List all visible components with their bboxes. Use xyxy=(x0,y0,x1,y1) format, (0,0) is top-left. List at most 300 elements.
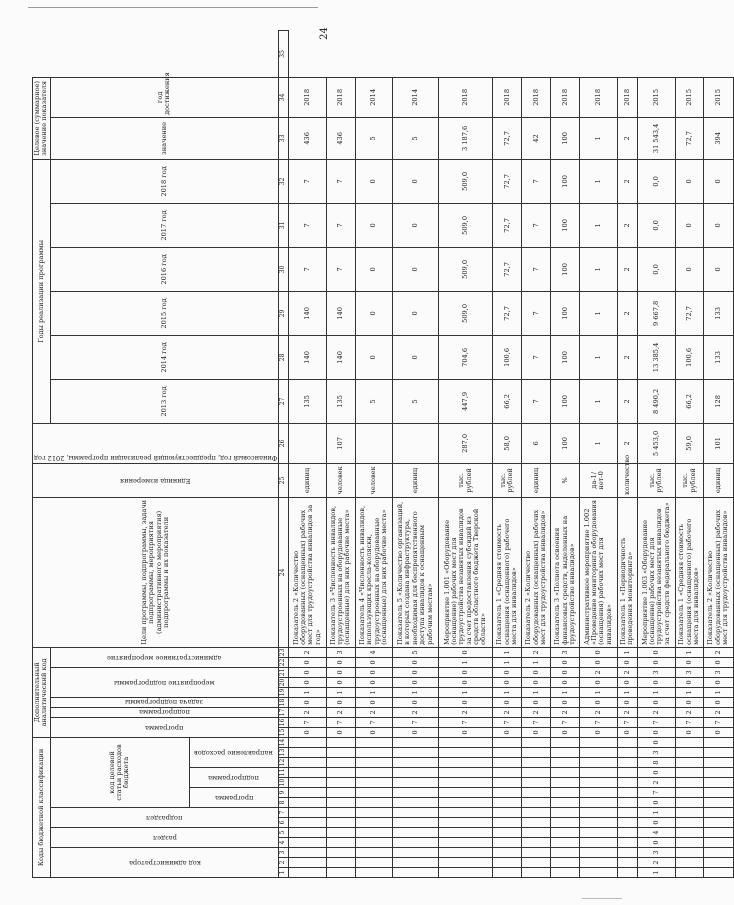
code-cell xyxy=(355,868,392,878)
code-cell xyxy=(704,758,733,768)
code-cell xyxy=(326,838,355,848)
code-cell: 0 xyxy=(675,727,704,737)
code-cell xyxy=(522,788,551,798)
target-year-cell: 2018 xyxy=(289,77,326,117)
target-year-cell: 2014 xyxy=(393,77,439,117)
year-value-cell: 0 xyxy=(704,159,733,203)
year-value-cell: 7 xyxy=(522,247,551,291)
year-value-cell: 0 xyxy=(355,159,392,203)
code-cell xyxy=(438,778,492,788)
code-cell xyxy=(675,828,704,838)
code-cell xyxy=(704,808,733,818)
year-value-cell: 1 xyxy=(580,159,617,203)
code-cell: 0 xyxy=(638,727,675,737)
indicator-text: Показатель 4 «Численность инвалидов, использующих кресла-коляски, трудоустроенных на оборудованные (оснащенные) для них рабочие места» xyxy=(355,497,392,647)
code-cell: 0 xyxy=(617,697,637,707)
unit-cell: человек xyxy=(326,463,355,497)
year-value-cell: 100 xyxy=(551,335,580,379)
target-year-cell: 2014 xyxy=(355,77,392,117)
header-subprogram-code: подпрограмма xyxy=(50,707,278,717)
table-row xyxy=(522,31,551,878)
code-cell xyxy=(393,838,439,848)
year-value-cell: 72,7 xyxy=(675,291,704,335)
unit-cell: тыс. рублей xyxy=(493,463,522,497)
column-index-cell: 34 xyxy=(279,77,289,117)
header-budget-classification: Коды бюджетной классификации xyxy=(33,737,51,877)
code-cell: 0 xyxy=(551,697,580,707)
code-cell: 0 xyxy=(522,677,551,687)
year-value-cell: 7 xyxy=(289,159,326,203)
code-cell xyxy=(522,808,551,818)
code-cell: 0 xyxy=(704,697,733,707)
financing-cell: 101 xyxy=(704,423,733,463)
header-event-code: мероприятие подпрограммы xyxy=(50,667,278,697)
column-index-cell: 35 xyxy=(279,31,289,78)
target-value-cell: 5 xyxy=(355,117,392,159)
column-index-cell: 17 xyxy=(279,707,289,717)
code-cell xyxy=(355,808,392,818)
code-cell xyxy=(326,737,355,747)
code-cell xyxy=(438,808,492,818)
year-value-cell: 7 xyxy=(289,247,326,291)
column-index-cell: 29 xyxy=(279,291,289,335)
code-cell: 0 xyxy=(551,677,580,687)
header-additional-class: Дополнительный аналитический код xyxy=(33,647,51,737)
code-cell xyxy=(438,838,492,848)
indicator-text: Показатель 2 «Количество оборудованных (оснащенных) рабочих мест для трудоустройства инвалидов за год» xyxy=(289,497,326,647)
code-cell xyxy=(675,868,704,878)
code-cell xyxy=(617,768,637,778)
year-value-cell: 0,0 xyxy=(638,203,675,247)
code-cell xyxy=(617,838,637,848)
code-cell xyxy=(326,828,355,838)
code-cell: 0 xyxy=(580,697,617,707)
year-value-cell: 7 xyxy=(522,379,551,423)
code-cell: 1 xyxy=(438,687,492,697)
code-cell xyxy=(580,838,617,848)
year-value-cell: 0 xyxy=(393,291,439,335)
indicator-text: Показатель 3 «Численность инвалидов, трудоустроенных на оборудованные (оснащенные) для них рабочие места» xyxy=(326,497,355,647)
header-action-code: административное мероприятие xyxy=(50,647,278,667)
code-cell xyxy=(617,828,637,838)
financing-cell: 59,0 xyxy=(675,423,704,463)
code-cell: 1 xyxy=(638,868,675,878)
code-cell xyxy=(675,788,704,798)
code-cell xyxy=(675,748,704,758)
code-cell: 4 xyxy=(355,647,392,657)
table-row xyxy=(617,31,637,878)
code-cell xyxy=(493,848,522,858)
target-year-cell: 2015 xyxy=(704,77,733,117)
target-year-cell: 2015 xyxy=(638,77,675,117)
code-cell xyxy=(326,748,355,758)
code-cell xyxy=(551,748,580,758)
target-value-cell: 72,7 xyxy=(493,117,522,159)
code-cell: 0 xyxy=(522,697,551,707)
header-goals: Цели программы, подпрограммы, задачи подпрограммы, мероприятия (административного мероприятия) подпрограммы и их показатели xyxy=(33,497,279,647)
code-cell xyxy=(493,748,522,758)
code-cell xyxy=(522,868,551,878)
code-cell xyxy=(289,778,326,788)
code-cell: 7 xyxy=(638,788,675,798)
year-value-cell: 1 xyxy=(580,335,617,379)
code-cell xyxy=(493,868,522,878)
code-cell: 8 xyxy=(638,758,675,768)
year-value-cell: 1 xyxy=(580,203,617,247)
financing-cell xyxy=(355,423,392,463)
unit-cell: единиц xyxy=(393,463,439,497)
year-value-cell: 7 xyxy=(522,335,551,379)
unit-cell: % xyxy=(551,463,580,497)
code-cell xyxy=(493,788,522,798)
code-cell xyxy=(675,838,704,848)
code-cell: 2 xyxy=(638,778,675,788)
column-index-cell: 4 xyxy=(279,838,289,848)
year-value-cell: 5 xyxy=(355,379,392,423)
unit-cell: тыс. рублей xyxy=(638,463,675,497)
code-cell xyxy=(617,788,637,798)
code-cell xyxy=(326,808,355,818)
code-cell xyxy=(580,808,617,818)
header-subprogram: подпрограмма xyxy=(189,768,279,788)
year-value-cell: 1 xyxy=(580,247,617,291)
code-cell: 1 xyxy=(393,687,439,697)
code-cell: 3 xyxy=(551,647,580,657)
code-cell: 7 xyxy=(522,717,551,727)
code-cell xyxy=(289,848,326,858)
code-cell: 2 xyxy=(493,707,522,717)
code-cell xyxy=(393,758,439,768)
code-cell: 0 xyxy=(580,727,617,737)
year-value-cell: 1 xyxy=(580,379,617,423)
code-cell xyxy=(326,818,355,828)
code-cell xyxy=(438,828,492,838)
code-cell xyxy=(704,788,733,798)
code-cell xyxy=(551,788,580,798)
code-cell xyxy=(393,818,439,828)
code-cell: 2 xyxy=(675,707,704,717)
code-cell: 0 xyxy=(326,697,355,707)
program-indicators-table xyxy=(32,30,734,878)
code-cell: 1 xyxy=(326,687,355,697)
unit-cell: тыс. рублей xyxy=(675,463,704,497)
unit-cell: единиц xyxy=(289,463,326,497)
code-cell xyxy=(580,758,617,768)
code-cell xyxy=(617,868,637,878)
unit-cell: количество xyxy=(617,463,637,497)
code-cell xyxy=(551,768,580,778)
code-cell: 1 xyxy=(493,657,522,667)
target-year-cell: 2015 xyxy=(675,77,704,117)
indicator-text: Показатель 2 «Количество оборудованных (оснащенных) рабочих мест для трудоустройства инвалидов» xyxy=(522,497,551,647)
table-row xyxy=(551,31,580,878)
column-index-cell: 21 xyxy=(279,667,289,677)
code-cell xyxy=(355,798,392,808)
table-body xyxy=(289,31,733,878)
code-cell xyxy=(580,768,617,778)
column-index-cell: 1 xyxy=(279,868,289,878)
code-cell: 0 xyxy=(289,727,326,737)
target-value-cell: 436 xyxy=(326,117,355,159)
header-subsection: подраздел xyxy=(50,808,278,828)
column-index-cell: 5 xyxy=(279,828,289,838)
code-cell xyxy=(326,788,355,798)
financing-cell: 287,0 xyxy=(438,423,492,463)
code-cell: 1 xyxy=(522,687,551,697)
code-cell: 2 xyxy=(289,647,326,657)
year-value-cell: 0,0 xyxy=(638,159,675,203)
year-value-cell: 2 xyxy=(617,291,637,335)
code-cell: 0 xyxy=(493,697,522,707)
code-cell: 1 xyxy=(580,687,617,697)
code-cell xyxy=(617,737,637,747)
year-value-cell: 0 xyxy=(355,335,392,379)
code-cell: 0 xyxy=(638,697,675,707)
code-cell: 0 xyxy=(393,727,439,737)
year-value-cell: 8 490,2 xyxy=(638,379,675,423)
code-cell xyxy=(522,798,551,808)
table-row xyxy=(326,31,355,878)
column-index-cell: 14 xyxy=(279,737,289,747)
column-index-cell: 23 xyxy=(279,647,289,657)
unit-cell: человек xyxy=(355,463,392,497)
header-target-code: код целевой статьи расходов бюджета xyxy=(50,737,189,807)
code-cell xyxy=(704,737,733,747)
code-cell xyxy=(522,858,551,868)
code-cell xyxy=(326,868,355,878)
code-cell xyxy=(580,798,617,808)
rotated-table-wrapper xyxy=(32,30,730,878)
code-cell: 7 xyxy=(289,717,326,727)
code-cell: 0 xyxy=(638,838,675,848)
year-value-cell: 66,2 xyxy=(675,379,704,423)
code-cell xyxy=(289,748,326,758)
column-index-cell: 16 xyxy=(279,717,289,727)
code-cell: 0 xyxy=(580,657,617,667)
year-value-cell: 0 xyxy=(704,203,733,247)
header-target-year: год достижения xyxy=(50,77,278,117)
code-cell: 2 xyxy=(617,707,637,717)
column-index-cell: 9 xyxy=(279,788,289,798)
code-cell xyxy=(704,848,733,858)
code-cell xyxy=(438,848,492,858)
code-cell: 3 xyxy=(638,748,675,758)
code-cell xyxy=(355,768,392,778)
code-cell xyxy=(580,737,617,747)
code-cell: 1 xyxy=(551,687,580,697)
code-cell: 2 xyxy=(638,858,675,868)
code-cell xyxy=(438,788,492,798)
financing-cell xyxy=(393,423,439,463)
code-cell xyxy=(617,798,637,808)
table-row xyxy=(289,31,326,878)
code-cell xyxy=(675,848,704,858)
indicator-text: Мероприятие 1.003 «Оборудование (оснащение) рабочих мест для трудоустройства незанятых инвалидов за счет средств федерального бюджета» xyxy=(638,497,675,647)
code-cell xyxy=(675,737,704,747)
year-value-cell: 72,7 xyxy=(493,291,522,335)
code-cell xyxy=(675,778,704,788)
column-index-cell: 31 xyxy=(279,203,289,247)
indicator-text: Административное мероприятие 1.002 «Проведение мониторинга оборудования (оснащения) рабочих мест для инвалидов» xyxy=(580,497,617,647)
code-cell: 2 xyxy=(393,707,439,717)
year-value-cell: 135 xyxy=(326,379,355,423)
year-value-cell: 140 xyxy=(289,291,326,335)
code-cell: 1 xyxy=(704,687,733,697)
code-cell: 0 xyxy=(638,737,675,747)
code-cell: 2 xyxy=(355,707,392,717)
column-index-row xyxy=(279,31,289,878)
code-cell: 7 xyxy=(704,717,733,727)
code-cell xyxy=(580,858,617,868)
code-cell xyxy=(355,788,392,798)
code-cell xyxy=(551,808,580,818)
code-cell: 0 xyxy=(617,657,637,667)
year-value-cell: 100,6 xyxy=(675,335,704,379)
code-cell xyxy=(675,768,704,778)
financing-cell: 1 xyxy=(580,423,617,463)
code-cell: 7 xyxy=(438,717,492,727)
code-cell: 0 xyxy=(617,677,637,687)
code-cell: 3 xyxy=(326,647,355,657)
code-cell: 2 xyxy=(617,667,637,677)
code-cell: 1 xyxy=(638,687,675,697)
year-value-cell: 140 xyxy=(326,291,355,335)
code-cell: 2 xyxy=(438,707,492,717)
year-value-cell: 5 xyxy=(393,379,439,423)
code-cell xyxy=(580,778,617,788)
code-cell xyxy=(617,778,637,788)
code-cell xyxy=(289,788,326,798)
code-cell xyxy=(438,818,492,828)
code-cell xyxy=(393,778,439,788)
code-cell: 2 xyxy=(580,667,617,677)
code-cell: 7 xyxy=(675,717,704,727)
code-cell: 0 xyxy=(393,697,439,707)
code-cell: 1 xyxy=(675,647,704,657)
code-cell: 0 xyxy=(675,657,704,667)
year-value-cell: 135 xyxy=(289,379,326,423)
code-cell: 0 xyxy=(355,697,392,707)
code-cell xyxy=(704,828,733,838)
code-cell xyxy=(393,768,439,778)
code-cell xyxy=(493,758,522,768)
indicator-text: Мероприятие 1.001 «Оборудование (оснащение) рабочих мест для трудоустройства незанятых инвалидов за счет предоставления субсидий из средств областного бюджета Тверской области» xyxy=(438,497,492,647)
code-cell: 1 xyxy=(617,687,637,697)
code-cell xyxy=(393,858,439,868)
code-cell xyxy=(675,808,704,818)
code-cell: 0 xyxy=(393,677,439,687)
year-value-cell: 2 xyxy=(617,247,637,291)
year-value-cell: 447,9 xyxy=(438,379,492,423)
code-cell xyxy=(393,828,439,838)
code-cell xyxy=(493,798,522,808)
column-index-cell: 10 xyxy=(279,778,289,788)
code-cell: 0 xyxy=(522,667,551,677)
code-cell: 7 xyxy=(393,717,439,727)
code-cell xyxy=(326,778,355,788)
column-index-cell: 7 xyxy=(279,808,289,818)
code-cell: 0 xyxy=(493,727,522,737)
code-cell: 0 xyxy=(551,657,580,667)
code-cell xyxy=(355,828,392,838)
code-cell: 2 xyxy=(326,707,355,717)
year-value-cell: 128 xyxy=(704,379,733,423)
code-cell: 0 xyxy=(289,657,326,667)
header-task-code: задача подпрограммы xyxy=(50,697,278,707)
code-cell xyxy=(493,828,522,838)
code-cell xyxy=(438,798,492,808)
code-cell xyxy=(326,768,355,778)
code-cell xyxy=(326,858,355,868)
code-cell: 0 xyxy=(704,677,733,687)
code-cell: 0 xyxy=(551,667,580,677)
code-cell xyxy=(580,868,617,878)
year-value-cell: 100 xyxy=(551,203,580,247)
code-cell: 0 xyxy=(355,677,392,687)
target-value-cell: 5 xyxy=(393,117,439,159)
code-cell: 7 xyxy=(326,717,355,727)
code-cell xyxy=(355,838,392,848)
code-cell xyxy=(289,808,326,818)
column-index-cell: 30 xyxy=(279,247,289,291)
code-cell: 0 xyxy=(638,647,675,657)
code-cell xyxy=(522,828,551,838)
code-cell xyxy=(493,737,522,747)
table-row xyxy=(393,31,439,878)
code-cell: 1 xyxy=(493,687,522,697)
code-cell: 1 xyxy=(617,647,637,657)
code-cell: 0 xyxy=(493,677,522,687)
code-cell: 4 xyxy=(638,828,675,838)
target-value-cell: 3 187,6 xyxy=(438,117,492,159)
code-cell xyxy=(393,737,439,747)
code-cell: 0 xyxy=(522,727,551,737)
column-index-cell: 28 xyxy=(279,335,289,379)
table-row xyxy=(580,31,617,878)
code-cell: 0 xyxy=(326,657,355,667)
year-value-cell: 72,7 xyxy=(493,203,522,247)
indicator-text: Показатель 2 «Количество оборудованных (оснащенных) рабочих мест для трудоустройства инвалидов» xyxy=(704,497,733,647)
indicator-text: Показатель 3 «Полнота освоения финансовых средств, выделенных на трудоустройство инвалидов» xyxy=(551,497,580,647)
code-cell xyxy=(289,818,326,828)
code-cell: 0 xyxy=(438,647,492,657)
header-year-3: 2015 год xyxy=(50,291,278,335)
column-index-cell: 20 xyxy=(279,677,289,687)
code-cell xyxy=(704,868,733,878)
year-value-cell: 0 xyxy=(675,247,704,291)
code-cell xyxy=(326,758,355,768)
year-value-cell: 0 xyxy=(393,335,439,379)
code-cell xyxy=(551,828,580,838)
code-cell xyxy=(393,748,439,758)
code-cell xyxy=(289,858,326,868)
year-value-cell: 509,0 xyxy=(438,159,492,203)
header-financing: Финансовый год, предшествующий реализации программы, 2012 год xyxy=(33,423,279,463)
code-cell: 0 xyxy=(326,727,355,737)
code-cell: 3 xyxy=(704,667,733,677)
scan-mark xyxy=(582,898,622,899)
code-cell: 1 xyxy=(675,687,704,697)
code-cell xyxy=(675,818,704,828)
code-cell: 0 xyxy=(289,697,326,707)
year-value-cell: 509,0 xyxy=(438,291,492,335)
code-cell xyxy=(522,778,551,788)
code-cell xyxy=(617,808,637,818)
code-cell: 0 xyxy=(438,697,492,707)
code-cell xyxy=(438,758,492,768)
financing-cell: 100 xyxy=(551,423,580,463)
code-cell xyxy=(580,748,617,758)
